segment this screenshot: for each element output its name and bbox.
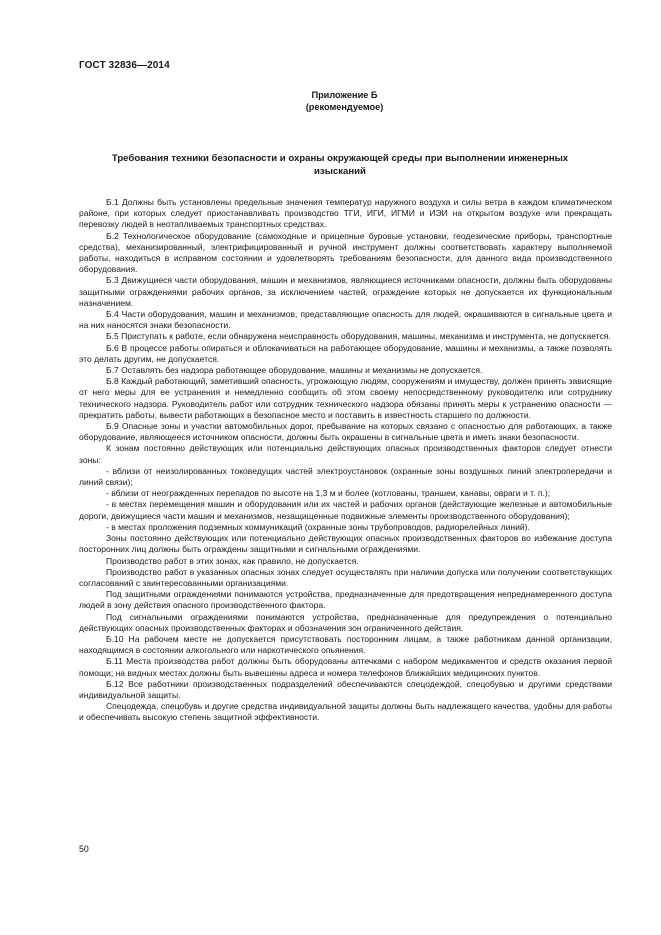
paragraph-work-prohibited: Производство работ в этих зонах, как правило, не допускается. xyxy=(106,555,359,566)
paragraph-b5: Б.5 Приступать к работе, если обнаружена неисправность оборудования, машины, механизма и инструмента, не допускается. xyxy=(106,331,611,342)
paragraph-zone-fencing: Зоны постоянно действующих или потенциально действующих опасных производственных факторов во избежание доступа посторонних лиц должны быть ограждены защитными и сигнальными ограждениями. xyxy=(79,533,612,555)
page-number: 50 xyxy=(79,844,89,854)
appendix-label: Приложение Б xyxy=(311,90,378,100)
paragraph-b3: Б.3 Движущиеся части оборудования, машин и механизмов, являющиеся источниками опасности, должны быть оборудованы защитными ограждениями рабочих органов, за исключением частей, ограждение которых не допускается их функциональным назначением. xyxy=(79,275,612,308)
paragraph-b1: Б.1 Должны быть установлены предельные значения температур наружного воздуха и силы ветра в каждом климатическом районе, при которых следует приостанавливать производство ТГИ, ИГИ, ИГМИ и ИЭИ на открытом воздухе или прекращать перевозку людей в неотапливаемых транспортных средствах. xyxy=(79,197,612,230)
paragraph-b8: Б.8 Каждый работающий, заметивший опасность, угрожающую людям, сооружениям и имуществу, должен принять зависящие от него меры для ее устранения и немедленно сообщить об этом своему непосредственному руководителю или сотруднику технического надзора. Руководитель работ или сотрудник технического надзора обязаны принять меры к устранению опасности — прекратить работы, вывести работающих в безопасное место и поставить в известность старшего по должности. xyxy=(79,376,612,420)
paragraph-b9: Б.9 Опасные зоны и участки автомобильных дорог, пребывание на которых связано с опасностью для работающих, а также оборудование, являющееся источником опасности, должны быть окрашены в сигнальные цвета и иметь знаки безопасности. xyxy=(79,421,612,443)
paragraph-b7: Б.7 Оставлять без надзора работающее оборудование, машины и механизмы не допускается. xyxy=(106,365,483,376)
body-text xyxy=(79,197,612,724)
paragraph-b12: Б.12 Все работники производственных подразделений обеспечиваются спецодеждой, спецобувью и другими средствами индивидуальной защиты. xyxy=(79,678,612,700)
section-title: Требования техники безопасности и охраны окружающей среды при выполнении инженерных изысканий xyxy=(111,153,569,177)
paragraph-b6: Б.6 В процессе работы опираться и облокачиваться на работающее оборудование, машины и механизмы, а также позволять это делать другим, не допускается. xyxy=(79,342,612,364)
list-item-hazard-zone: - вблизи от неизолированных токоведущих частей электроустановок (охранные зоны воздушных линий электропередачи и линий связи); xyxy=(79,465,612,488)
paragraph-hazard-zones-intro: К зонам постоянно действующих или потенциально действующих опасных производственных факторов следует отнести зоны: xyxy=(79,443,612,465)
paragraph-b2: Б.2 Технологическое оборудование (самоходные и прицепные буровые установки, геодезические приборы, транспортные средства), механизированный, электрифицированный и ручной инструмент должны соответствовать характеру выполняемой работы, находиться в исправном состоянии и удовлетворять требованиям безопасности, для данного вида производственного оборудования. xyxy=(79,230,612,275)
paragraph-b4: Б.4 Части оборудования, машин и механизмов, представляющие опасность для людей, окрашиваются в сигнальные цвета и на них наносятся знаки безопасности. xyxy=(79,309,612,331)
standard-header: ГОСТ 32836—2014 xyxy=(79,60,170,71)
list-item-hazard-zone: - в местах перемещения машин и оборудования или их частей и рабочих органов (действующие железные и автомобильные дороги, движущиеся части машин и механизмов, незащищенные подвижные элементы производственного оборудования); xyxy=(79,499,612,521)
list-item-hazard-zone: - вблизи от неогражденных перепадов по высоте на 1,3 м и более (котлованы, траншеи, канавы, овраги и т. п.); xyxy=(106,488,551,499)
list-item-hazard-zone: - в местах проложения подземных коммуникаций (охранные зоны трубопроводов, радиорелейных линий). xyxy=(106,521,530,532)
paragraph-ppe-quality: Спецодежда, спецобувь и другие средства индивидуальной защиты должны быть надлежащего качества, удобны для работы и обеспечивать высокую степень защитной эффективности. xyxy=(79,701,612,723)
paragraph-b11: Б.11 Места производства работ должны быть оборудованы аптечками с набором медикаментов и средств оказания первой помощи; на видных местах должны быть вывешены адреса и номера телефонов ближайших медицинских пунктов. xyxy=(79,656,612,678)
paragraph-signal-fencing-def: Под сигнальными ограждениями понимаются устройства, предназначенные для предупреждения о потенциально действующих опасных производственных факторах и обозначения зон ограниченного действия. xyxy=(79,611,612,633)
appendix-status: (рекомендуемое) xyxy=(305,102,384,112)
paragraph-protective-fencing-def: Под защитными ограждениями понимаются устройства, предназначенные для предотвращения непреднамеренного доступа людей в зону действия опасного производственного фактора. xyxy=(79,589,612,611)
paragraph-work-permit: Производство работ в указанных опасных зонах следует осуществлять при наличии допуска или получении соответствующих согласований с заинтересованными организациями. xyxy=(79,566,612,588)
paragraph-b10: Б.10 На рабочем месте не допускается присутствовать посторонним лицам, а также работникам данной организации, находящимся в состоянии алкогольного или наркотического опьянения. xyxy=(79,633,612,656)
